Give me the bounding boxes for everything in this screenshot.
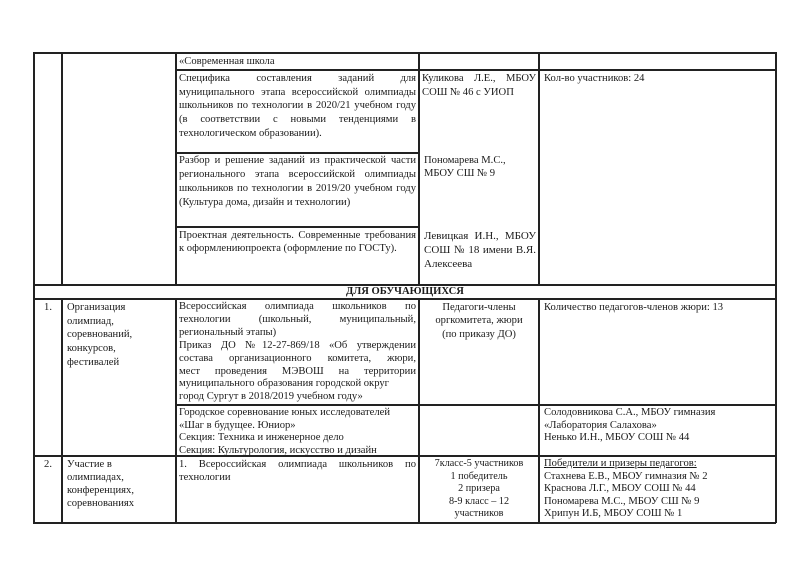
section-title: Организация олимпиад, соревнований, конкурсов, фестивалей	[67, 302, 133, 368]
speaker-cell	[419, 71, 538, 152]
topic-text: Специфика составления заданий для муниципального этапа всероссийской олимпиады школьников по технологии в 2020/21 учебном году (в соответствии с новыми тенденциями в технологическом образовании).	[179, 73, 416, 139]
table-border	[33, 522, 776, 524]
event-participants: Педагоги-члены оргкомитета, жюри (по приказу ДО)	[435, 302, 523, 340]
result-cell	[539, 71, 775, 152]
speaker-cell	[419, 228, 538, 284]
speaker-text: Левицкая И.Н., МБОУ СОШ № 18 имени В.Я. Алексеева	[424, 230, 536, 270]
topic-cell	[176, 228, 418, 284]
table-border	[33, 52, 35, 285]
topic-cell	[176, 71, 418, 152]
topic-text: «Современная школа	[179, 56, 275, 67]
section-title: Участие в олимпиадах, конференциях, соревнованиях	[67, 459, 135, 509]
event-participants: 7класс-5 участников 1 победитель 2 призера 8-9 класс – 12 участников	[434, 458, 524, 520]
section-header-text: ДЛЯ ОБУЧАЮЩИХСЯ	[346, 286, 464, 297]
table-border	[775, 52, 777, 285]
event-result: Количество педагогов-членов жюри: 13	[544, 302, 724, 313]
speaker-text: Куликова Л.Е., МБОУ СОШ № 46 с УИОП	[422, 73, 536, 98]
section-number: 1.	[44, 302, 52, 313]
topic-cell	[176, 54, 418, 69]
event-result: Победители и призеры педагогов: Стахнева Е.В., МБОУ гимназия № 2 Краснова Л.Г., МБОУ СОШ № 44 Пономарева М.С., МБОУ СШ № 9 Хрипун И.Б, МБОУ СОШ № 1	[539, 457, 775, 522]
section-number: 2.	[44, 459, 52, 470]
table-border	[61, 52, 63, 285]
speaker-cell	[419, 153, 538, 226]
topic-text: Проектная деятельность. Современные требования к оформлениюпроекта (оформление по ГОСТу).	[179, 230, 416, 255]
result-text: Кол-во участников: 24	[544, 73, 645, 84]
event-description: Всероссийская олимпиада школьников по технологии (школьный, муниципальный, региональный этапы) Приказ ДО №12-27-869/18 «Об утверждении состава организационного комитета, жюри, мест проведения МЭВОШ на территории муниципального образования городской округ город Сургут в 2018/2019 учебном году»	[179, 301, 416, 403]
table-border	[775, 298, 777, 523]
topic-cell	[176, 153, 418, 226]
event-description: 1. Всероссийская олимпиада школьников по технологии	[179, 459, 416, 484]
topic-text: Разбор и решение заданий из практической части регионального этапа всероссийской олимпиады школьников по технологии в 2019/20 учебном году (Культура дома, дизайн и технологии)	[179, 155, 416, 208]
event-result: Солодовникова С.А., МБОУ гимназия «Лаборатория Салахова» Ненько И.Н., МБОУ СОШ № 44	[544, 407, 716, 444]
winners-heading: Победители и призеры педагогов:	[544, 458, 697, 469]
event-description: Городское соревнование юных исследователей «Шаг в будущее. Юниор» Секция: Техника и инженерное дело Секция: Культурология, искусство и дизайн	[179, 407, 391, 455]
speaker-text: Пономарева М.С., МБОУ СШ № 9	[424, 155, 506, 180]
section-header	[34, 285, 775, 299]
